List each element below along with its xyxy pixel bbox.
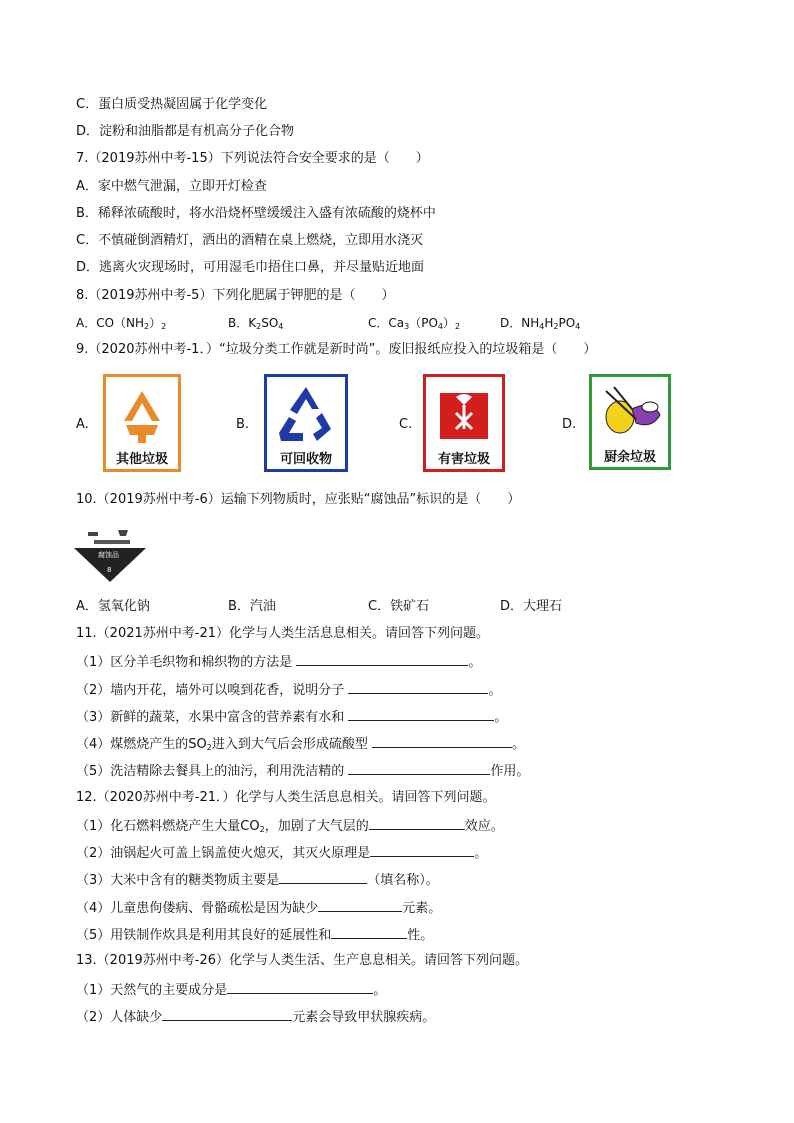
answer-blank[interactable] [162, 1007, 292, 1021]
q12-part-4: （4）儿童患佝偻病、骨骼疏松是因为缺少 元素。 [76, 898, 441, 918]
q12-part-3: （3）大米中含有的糖类物质主要是 （填名称）。 [76, 870, 439, 890]
answer-blank[interactable] [370, 843, 474, 857]
q7-option-a: A．家中燃气泄漏，立即开灯检查 [76, 179, 267, 194]
answer-blank[interactable] [227, 980, 373, 994]
bin-label: 有害垃圾 [437, 452, 490, 467]
hazardous-waste-icon [426, 379, 502, 451]
answer-blank[interactable] [331, 925, 407, 939]
bin-letter-d: D. [562, 417, 577, 432]
q12-part-5: （5）用铁制作炊具是利用其良好的延展性和 性。 [76, 925, 433, 945]
q10-option-b: B．汽油 [228, 599, 276, 614]
q8-option-d: D．$NH_4H_2PO_4$ [500, 316, 581, 331]
q7-option-d: D．逃离火灾现场时，可用湿毛巾捂住口鼻，并尽量贴近地面 [76, 260, 425, 275]
bin-other-waste [103, 374, 181, 472]
bin-hazardous [423, 374, 505, 472]
option-c-protein: C．蛋白质受热凝固属于化学变化 [76, 97, 268, 112]
q8-option-c: C．$Ca_3(PO_4)_2$ [368, 316, 461, 331]
q13-part-2: （2）人体缺少 元素会导致甲状腺疾病。 [76, 1007, 435, 1027]
question-9: 9.（2020苏州中考-1．）“垃圾分类工作就是新时尚”。废旧报纸应投入的垃圾箱是（ ） [76, 342, 597, 357]
q11-part-3: （3）新鲜的蔬菜，水果中富含的营养素有水和 。 [76, 707, 507, 727]
bin-label: 可回收物 [279, 452, 332, 467]
answer-blank[interactable] [348, 707, 494, 721]
q10-option-c: C．铁矿石 [368, 599, 430, 614]
question-8: 8.（2019苏州中考-5）下列化肥属于钾肥的是（ ） [76, 288, 395, 303]
q8-option-b: B．$K_2SO_4$ [228, 316, 284, 331]
corrosive-class-number: 8 [107, 566, 112, 574]
answer-blank[interactable] [318, 898, 402, 912]
q10-option-a: A．氢氧化钠 [76, 599, 150, 614]
corrosive-label: 腐蚀品 [98, 551, 119, 559]
q10-options [76, 598, 562, 616]
question-11: 11.（2021苏州中考-21）化学与人类生活息息相关。请回答下列问题。 [76, 626, 489, 641]
q8-option-a: A．$CO(NH_2)_2$ [76, 316, 167, 331]
bin-letter-a: A. [76, 417, 89, 432]
answer-blank[interactable] [296, 652, 468, 666]
food-waste-icon [592, 379, 668, 449]
bin-label: 其他垃圾 [115, 452, 168, 467]
q12-part-2: （2）油锅起火可盖上锅盖使火熄灭，其灭火原理是 。 [76, 843, 487, 863]
option-d-starch: D．淀粉和油脂都是有机高分子化合物 [76, 124, 295, 139]
recycle-icon [267, 379, 345, 451]
corrosive-sign [74, 524, 146, 584]
answer-blank[interactable] [348, 680, 488, 694]
question-13: 13.（2019苏州中考-26）化学与人类生活、生产息息相关。请回答下列问题。 [76, 953, 528, 968]
bin-letter-c: C. [399, 417, 413, 432]
answer-blank[interactable] [372, 734, 512, 748]
q11-part-2: （2）墙内开花，墙外可以嗅到花香，说明分子 。 [76, 680, 501, 700]
bin-recyclable [264, 374, 348, 472]
question-10: 10.（2019苏州中考-6）运输下列物质时，应张贴“腐蚀品”标识的是（ ） [76, 492, 521, 507]
q11-part-1: （1）区分羊毛织物和棉织物的方法是 。 [76, 652, 481, 672]
answer-blank[interactable] [348, 761, 490, 775]
bin-food-waste [589, 374, 671, 470]
q8-options [76, 314, 580, 336]
answer-blank[interactable] [369, 816, 465, 830]
other-waste-icon [106, 381, 178, 451]
bin-label: 厨余垃圾 [603, 450, 656, 465]
q10-option-d: D．大理石 [500, 599, 563, 614]
q11-part-5: （5）洗洁精除去餐具上的油污，利用洗洁精的 作用。 [76, 761, 529, 781]
answer-blank[interactable] [279, 870, 367, 884]
q12-part-1: （1）化石燃料燃烧产生大量$CO_2$，加剧了大气层的 效应。 [76, 816, 504, 839]
bin-letter-b: B. [236, 417, 250, 432]
question-12: 12.（2020苏州中考-21．）化学与人类生活息息相关。请回答下列问题。 [76, 790, 496, 805]
question-7: 7.（2019苏州中考-15）下列说法符合安全要求的是（ ） [76, 151, 429, 166]
q7-option-c: C．不慎碰倒酒精灯，洒出的酒精在桌上燃烧，立即用水浇灭 [76, 233, 424, 248]
q7-option-b: B．稀释浓硫酸时，将水沿烧杯壁缓缓注入盛有浓硫酸的烧杯中 [76, 206, 436, 221]
q13-part-1: （1）天然气的主要成分是 。 [76, 980, 386, 1000]
q11-part-4: （4）煤燃烧产生的$SO_2$进入到大气后会形成硫酸型 。 [76, 734, 525, 757]
